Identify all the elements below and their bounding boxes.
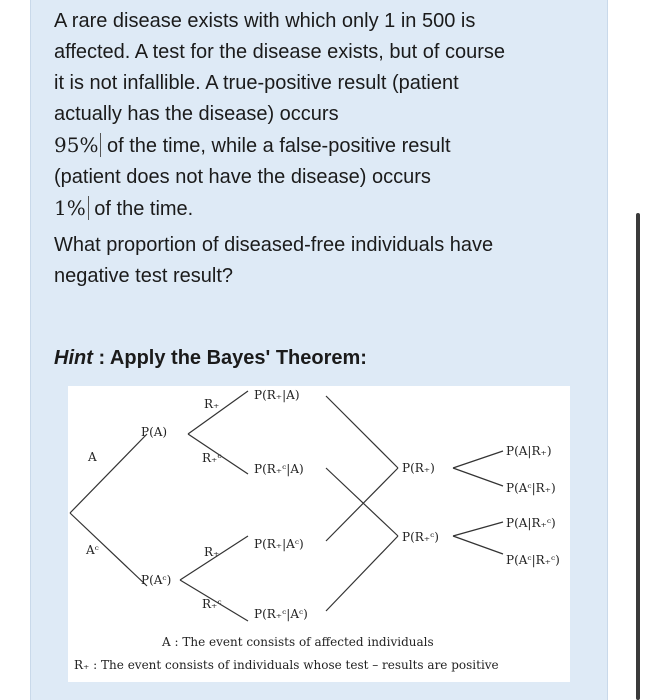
label-PAc-given-Rc: P(Aᶜ|R₊ᶜ): [506, 553, 560, 567]
question-line: A rare disease exists with which only 1 in 500 is: [54, 10, 476, 32]
node-Rc-top: R₊ᶜ: [202, 451, 222, 465]
question-line: (patient does not have the disease) occurs: [54, 166, 431, 188]
legend-Rplus: R₊ : The event consists of individuals whose test – results are positive: [74, 658, 499, 672]
bayes-tree-figure: [68, 386, 570, 682]
hint-text: : Apply the Bayes' Theorem:: [92, 347, 367, 369]
question-line-rest: of the time, while a false-positive result: [101, 135, 451, 157]
label-PRplus-given-Ac: P(R₊|Aᶜ): [254, 537, 304, 551]
question-line: [54, 193, 574, 225]
question-line-rest: of the time.: [88, 198, 194, 220]
percent-1: 1%: [54, 196, 89, 220]
label-PAc: P(Aᶜ): [141, 573, 172, 587]
node-Rc-bottom: R₊ᶜ: [202, 597, 222, 611]
label-PA-given-Rplus: P(A|R₊): [506, 444, 552, 458]
label-PAc-given-Rplus: P(Aᶜ|R₊): [506, 481, 556, 495]
legend-A: A : The event consists of affected individuals: [162, 635, 434, 649]
question-text: [54, 6, 574, 225]
node-Rplus-top: R₊: [204, 397, 220, 411]
question-line: actually has the disease) occurs: [54, 103, 339, 125]
question-prompt: [54, 230, 574, 292]
label-PA-given-Rc: P(A|R₊ᶜ): [506, 516, 556, 530]
question-line: affected. A test for the disease exists, but of course: [54, 41, 506, 63]
question-line: it is not infallible. A true-positive result (patient: [54, 72, 459, 94]
node-PRplus: P(R₊): [402, 461, 435, 475]
prompt-line: negative test result?: [54, 265, 233, 287]
hint-label: Hint: [54, 347, 93, 369]
scrollbar[interactable]: [636, 213, 640, 700]
node-Rplus-bottom: R₊: [204, 545, 220, 559]
question-line: [54, 130, 574, 162]
label-PRc-given-A: P(R₊ᶜ|A): [254, 462, 304, 476]
hint-heading: [54, 347, 367, 370]
node-A: A: [88, 450, 97, 464]
label-PRplus-given-A: P(R₊|A): [254, 388, 300, 402]
node-Ac: Aᶜ: [86, 543, 99, 557]
label-PA: P(A): [141, 425, 168, 439]
prompt-line: What proportion of diseased-free individuals have: [54, 234, 494, 256]
percent-95: 95%: [54, 133, 101, 157]
bayes-tree-diagram: [68, 386, 570, 682]
node-PRc: P(R₊ᶜ): [402, 530, 439, 544]
label-PRc-given-Ac: P(R₊ᶜ|Aᶜ): [254, 607, 308, 621]
